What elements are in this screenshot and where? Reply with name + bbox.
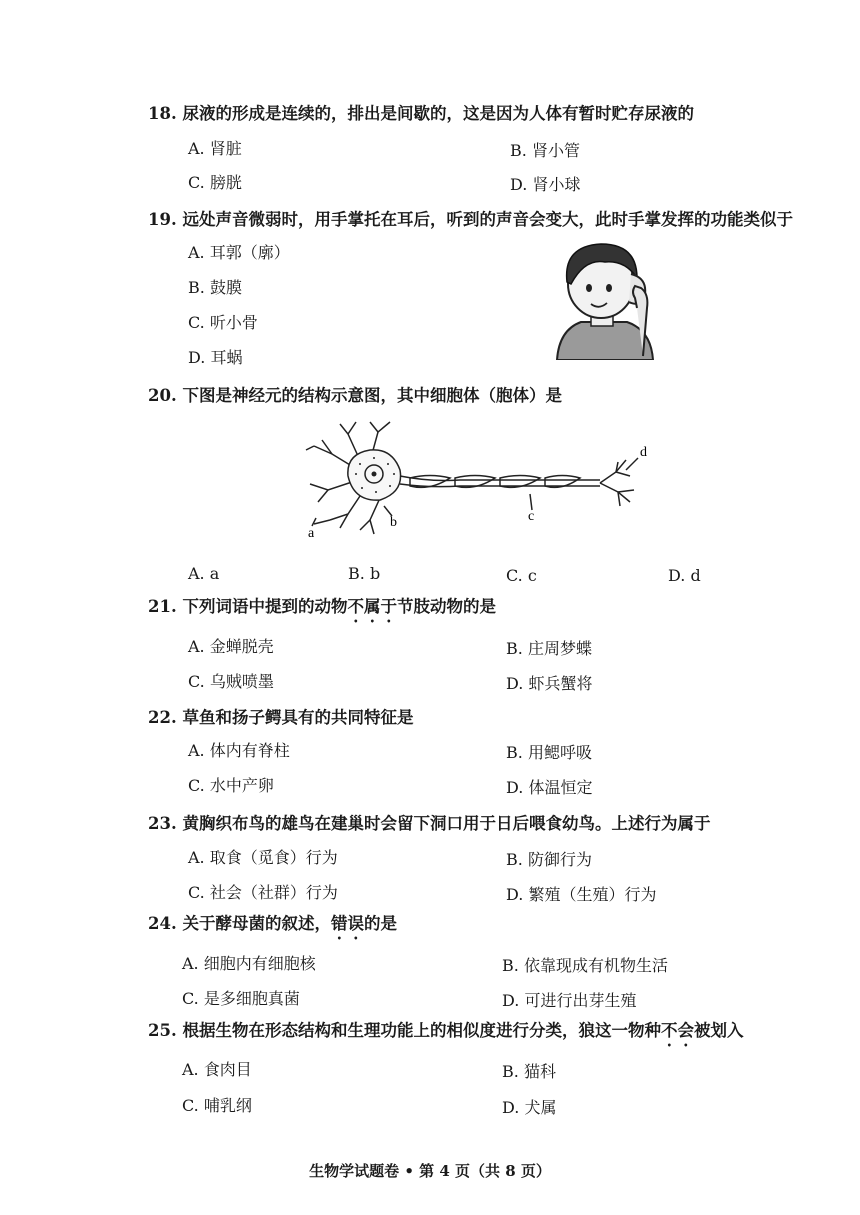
q18-option-a[interactable]: A. 肾脏	[188, 139, 242, 158]
q25-option-a[interactable]: A. 食肉目	[182, 1060, 252, 1079]
question-25	[148, 1017, 743, 1050]
q22-option-c[interactable]: C. 水中产卵	[188, 776, 274, 795]
q23-option-d[interactable]: D. 繁殖（生殖）行为	[506, 885, 657, 904]
q24-option-b[interactable]: B. 依靠现成有机物生活	[502, 956, 668, 975]
question-19	[148, 206, 793, 230]
q25-option-c[interactable]: C. 哺乳纲	[182, 1096, 252, 1115]
q18-option-b[interactable]: B. 肾小管	[510, 141, 580, 160]
q19-option-a[interactable]: A. 耳郭（廓）	[188, 243, 290, 262]
q20-option-a[interactable]: A. a	[188, 564, 220, 583]
q20-option-b[interactable]: B. b	[348, 564, 381, 583]
question-18	[148, 100, 694, 124]
question-text: 下列词语中提到的动物	[182, 597, 348, 616]
q18-option-d[interactable]: D. 肾小球	[510, 175, 581, 194]
question-number: 24.	[148, 914, 177, 933]
q23-option-a[interactable]: A. 取食（觅食）行为	[188, 848, 338, 867]
q18-option-c[interactable]: C. 膀胱	[188, 173, 242, 192]
question-number: 18.	[148, 104, 177, 123]
q25-option-b[interactable]: B. 猫科	[502, 1062, 556, 1081]
question-number: 22.	[148, 708, 177, 727]
question-number: 23.	[148, 814, 177, 833]
q23-option-c[interactable]: C. 社会（社群）行为	[188, 883, 338, 902]
question-23	[148, 810, 710, 834]
question-text: 下图是神经元的结构示意图，其中细胞体（胞体）是	[182, 386, 562, 405]
question-text: 节肢动物的是	[396, 597, 496, 616]
q22-option-a[interactable]: A. 体内有脊柱	[188, 741, 290, 760]
q19-option-d[interactable]: D. 耳蜗	[188, 348, 243, 367]
neuron-diagram	[300, 418, 670, 543]
question-text: 的是	[363, 914, 397, 933]
emphasized-text: 错误	[330, 914, 364, 933]
q24-option-a[interactable]: A. 细胞内有细胞核	[182, 954, 316, 973]
q22-option-d[interactable]: D. 体温恒定	[506, 778, 593, 797]
question-text: 根据生物在形态结构和生理功能上的相似度进行分类，狼这一物种	[182, 1021, 661, 1040]
question-20	[148, 382, 562, 406]
q21-option-b[interactable]: B. 庄周梦蝶	[506, 639, 592, 658]
question-21	[148, 593, 496, 626]
question-text: 尿液的形成是连续的，排出是间歇的，这是因为人体有暂时贮存尿液的	[182, 104, 694, 123]
question-number: 20.	[148, 386, 177, 405]
question-number: 21.	[148, 597, 177, 616]
q21-option-d[interactable]: D. 虾兵蟹将	[506, 674, 593, 693]
neuron-label-c: c	[528, 509, 535, 524]
question-number: 25.	[148, 1021, 177, 1040]
question-22	[148, 704, 413, 728]
q25-option-d[interactable]: D. 犬属	[502, 1098, 557, 1117]
q22-option-b[interactable]: B. 用鳃呼吸	[506, 743, 592, 762]
emphasized-text: 不属于	[347, 597, 397, 616]
q24-option-c[interactable]: C. 是多细胞真菌	[182, 989, 300, 1008]
q19-option-b[interactable]: B. 鼓膜	[188, 278, 242, 297]
neuron-label-d: d	[640, 445, 647, 460]
q23-option-b[interactable]: B. 防御行为	[506, 850, 592, 869]
question-text: 远处声音微弱时，用手掌托在耳后，听到的声音会变大，此时手掌发挥的功能类似于	[182, 210, 793, 229]
page-footer: 生物学试题卷 • 第 4 页（共 8 页）	[309, 1162, 551, 1180]
question-text: 草鱼和扬子鳄具有的共同特征是	[182, 708, 414, 727]
q20-option-c[interactable]: C. c	[506, 566, 537, 585]
question-24	[148, 910, 397, 943]
question-text: 被划入	[693, 1021, 744, 1040]
q20-option-d[interactable]: D. d	[668, 566, 701, 585]
q24-option-d[interactable]: D. 可进行出芽生殖	[502, 991, 637, 1010]
neuron-label-b: b	[390, 515, 397, 530]
q19-option-c[interactable]: C. 听小骨	[188, 313, 258, 332]
question-text: 关于酵母菌的叙述，	[182, 914, 331, 933]
boy-listening-illustration	[545, 238, 665, 360]
q21-option-c[interactable]: C. 乌贼喷墨	[188, 672, 274, 691]
q21-option-a[interactable]: A. 金蝉脱壳	[188, 637, 274, 656]
emphasized-text: 不会	[660, 1021, 694, 1040]
question-text: 黄胸织布鸟的雄鸟在建巢时会留下洞口用于日后喂食幼鸟。上述行为属于	[182, 814, 711, 833]
question-number: 19.	[148, 210, 177, 229]
neuron-label-a: a	[308, 526, 315, 541]
